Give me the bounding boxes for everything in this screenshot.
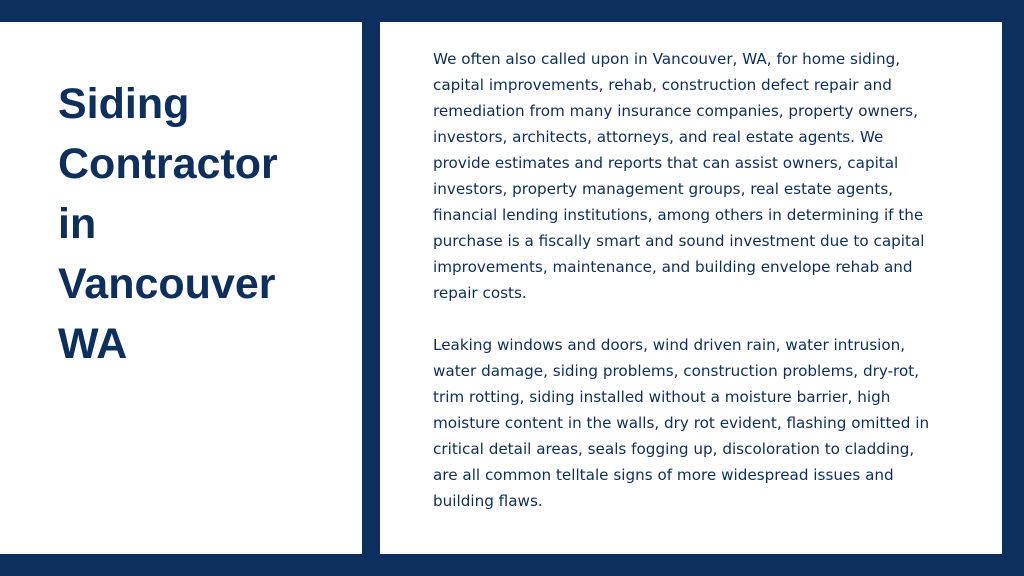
title-line: Siding [58,80,190,128]
title-line: WA [58,320,128,368]
title-line: Vancouver [58,260,276,308]
paragraph-services: We often also called upon in Vancouver, WA, for home siding, capital improvements, rehab, construction defect repair and remediation from many insurance companies, property owners, investors, architects, attorneys, and real estate agents. We provide estimates and reports that can assist owners, capital investors, property management groups, real estate agents, financial lending institutions, among others in determining if the purchase is a fiscally smart and sound investment due to capital improvements, maintenance, and building envelope rehab and repair costs. [433,50,925,302]
body-text [433,46,943,514]
page-title [58,74,348,374]
title-panel [0,22,362,554]
content-panel [380,22,1002,554]
paragraph-warning-signs: Leaking windows and doors, wind driven rain, water intrusion, water damage, siding problems, construction problems, dry-rot, trim rotting, siding installed without a moisture barrier, high moisture content in the walls, dry rot evident, flashing omitted in critical detail areas, seals fogging up, discoloration to cladding, are all common telltale signs of more widespread issues and building flaws. [433,336,930,510]
title-line: in [58,200,97,248]
title-line: Contractor [58,140,278,188]
